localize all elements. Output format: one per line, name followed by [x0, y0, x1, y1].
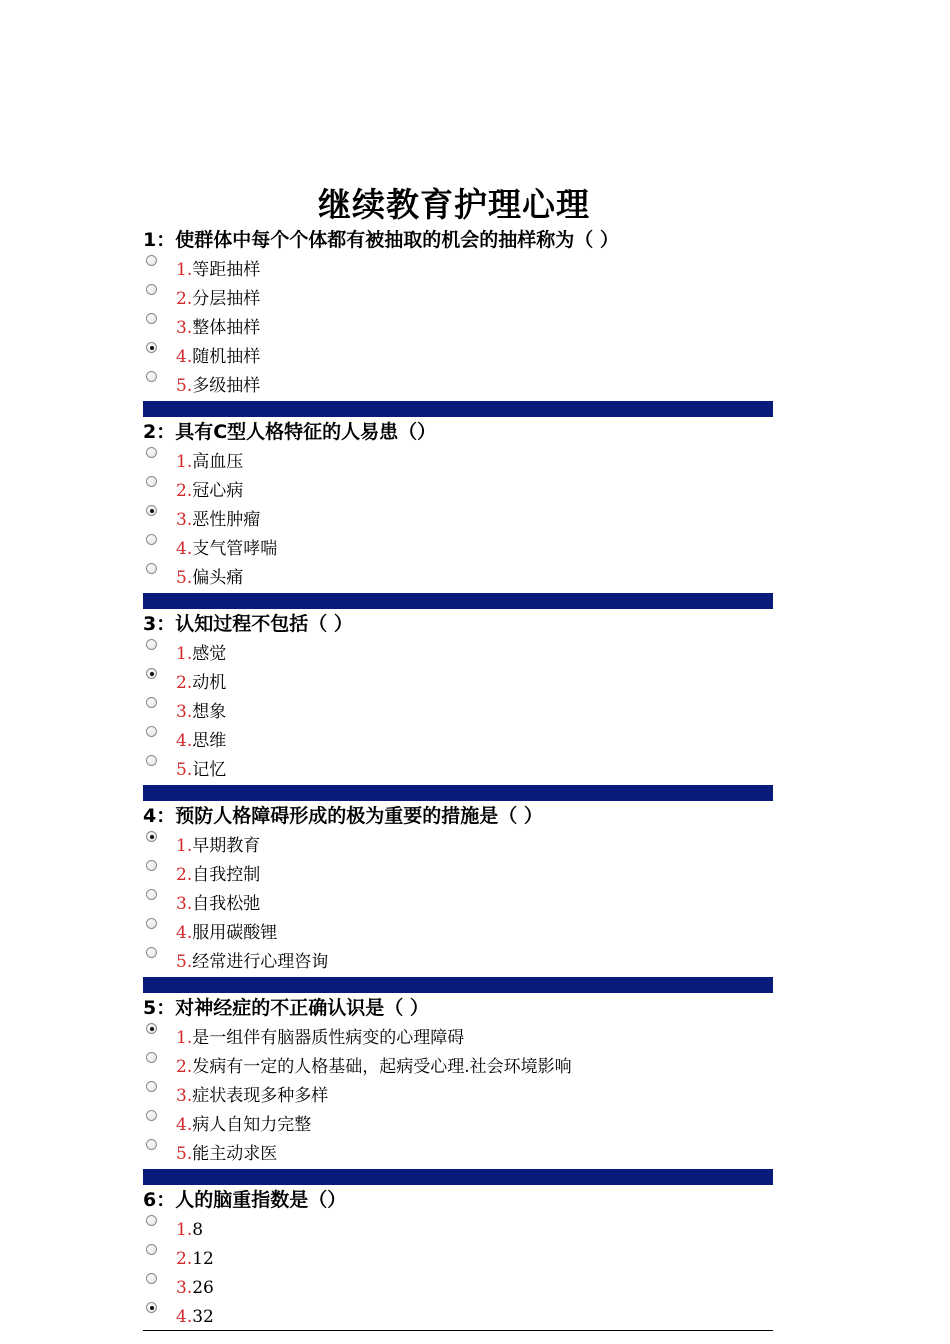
answer-option[interactable] [143, 1272, 773, 1301]
option-label [176, 1245, 214, 1274]
option-number: 5. [176, 1144, 193, 1164]
question-block [143, 1186, 773, 1330]
answer-option[interactable] [143, 254, 773, 283]
question-block [143, 226, 773, 399]
question-text [143, 226, 773, 254]
answer-option[interactable] [143, 533, 773, 562]
option-text: 发病有一定的人格基础，起病受心理.社会环境影响 [192, 1057, 572, 1077]
answer-option[interactable] [143, 370, 773, 399]
option-label [176, 698, 226, 727]
answer-option[interactable] [143, 725, 773, 754]
option-label [176, 1216, 203, 1245]
option-label [176, 640, 226, 669]
answer-option[interactable] [143, 830, 773, 859]
answer-option[interactable] [143, 562, 773, 591]
answer-option[interactable] [143, 859, 773, 888]
option-label [176, 1082, 328, 1111]
option-number: 2. [176, 865, 193, 885]
option-text: 病人自知力完整 [192, 1115, 312, 1135]
option-text: 是一组伴有脑器质性病变的心理障碍 [192, 1028, 465, 1048]
option-text: 高血压 [192, 452, 244, 472]
radio-unchecked-icon[interactable] [146, 1273, 157, 1284]
answer-option[interactable] [143, 754, 773, 783]
page-title: 继续教育护理心理 [318, 185, 590, 224]
option-number: 5. [176, 568, 193, 588]
question-list [143, 226, 773, 1331]
option-label [176, 506, 260, 535]
option-label [176, 1140, 277, 1169]
radio-unchecked-icon[interactable] [146, 1215, 157, 1226]
option-label [176, 1024, 464, 1053]
answer-option[interactable] [143, 1109, 773, 1138]
option-text: 等距抽样 [192, 260, 261, 280]
option-label [176, 343, 260, 372]
option-text: 经常进行心理咨询 [192, 952, 329, 972]
option-number: 5. [176, 376, 193, 396]
option-number: 4. [176, 731, 193, 751]
radio-checked-icon[interactable] [146, 831, 157, 842]
answer-option[interactable] [143, 283, 773, 312]
option-number: 3. [176, 1278, 193, 1298]
radio-unchecked-icon[interactable] [146, 1052, 157, 1063]
answer-option[interactable] [143, 504, 773, 533]
answer-option[interactable] [143, 1022, 773, 1051]
question-number: 2： [143, 421, 176, 443]
option-text: 自我控制 [192, 865, 261, 885]
radio-checked-icon[interactable] [146, 668, 157, 679]
question-text [143, 610, 773, 638]
option-number: 1. [176, 644, 193, 664]
answer-option[interactable] [143, 638, 773, 667]
option-text: 记忆 [192, 760, 227, 780]
radio-unchecked-icon[interactable] [146, 313, 157, 324]
option-text: 感觉 [192, 644, 227, 664]
radio-unchecked-icon[interactable] [146, 1139, 157, 1150]
radio-unchecked-icon[interactable] [146, 371, 157, 382]
option-label [176, 1303, 214, 1332]
option-number: 1. [176, 1220, 193, 1240]
answer-option[interactable] [143, 1051, 773, 1080]
answer-option[interactable] [143, 917, 773, 946]
option-label [176, 948, 328, 977]
radio-unchecked-icon[interactable] [146, 726, 157, 737]
option-label [176, 256, 260, 285]
answer-option[interactable] [143, 888, 773, 917]
option-number: 2. [176, 481, 193, 501]
option-text: 多级抽样 [192, 376, 261, 396]
option-text: 32 [192, 1307, 214, 1327]
end-rule [143, 1330, 773, 1331]
question-prompt: 认知过程不包括（ ） [175, 613, 353, 635]
option-number: 5. [176, 760, 193, 780]
option-text: 12 [192, 1249, 214, 1269]
radio-unchecked-icon[interactable] [146, 534, 157, 545]
question-block [143, 418, 773, 591]
option-number: 3. [176, 1086, 193, 1106]
option-number: 2. [176, 289, 193, 309]
radio-unchecked-icon[interactable] [146, 755, 157, 766]
question-separator-bar [143, 977, 773, 993]
option-label [176, 372, 260, 401]
question-separator-bar [143, 401, 773, 417]
option-number: 4. [176, 923, 193, 943]
answer-option[interactable] [143, 667, 773, 696]
option-text: 分层抽样 [192, 289, 261, 309]
option-label [176, 1111, 311, 1140]
answer-option[interactable] [143, 446, 773, 475]
question-separator-bar [143, 1169, 773, 1185]
option-label [176, 448, 243, 477]
option-text: 冠心病 [192, 481, 244, 501]
question-text [143, 1186, 773, 1214]
answer-option[interactable] [143, 1214, 773, 1243]
option-number: 2. [176, 1057, 193, 1077]
option-text: 自我松弛 [192, 894, 261, 914]
option-text: 8 [192, 1220, 204, 1240]
radio-unchecked-icon[interactable] [146, 1244, 157, 1255]
option-number: 3. [176, 318, 193, 338]
radio-unchecked-icon[interactable] [146, 1110, 157, 1121]
radio-unchecked-icon[interactable] [146, 255, 157, 266]
option-label [176, 535, 277, 564]
option-label [176, 285, 260, 314]
radio-unchecked-icon[interactable] [146, 284, 157, 295]
answer-option[interactable] [143, 946, 773, 975]
question-prompt: 使群体中每个个体都有被抽取的机会的抽样称为（ ） [175, 229, 619, 251]
option-number: 2. [176, 673, 193, 693]
option-text: 思维 [192, 731, 227, 751]
question-text [143, 994, 773, 1022]
option-label [176, 669, 226, 698]
option-number: 1. [176, 836, 193, 856]
option-number: 1. [176, 260, 193, 280]
radio-unchecked-icon[interactable] [146, 947, 157, 958]
question-prompt: 对神经症的不正确认识是（ ） [175, 997, 429, 1019]
option-number: 1. [176, 1028, 193, 1048]
option-label [176, 756, 226, 785]
option-text: 想象 [192, 702, 227, 722]
option-number: 4. [176, 347, 193, 367]
option-number: 3. [176, 510, 193, 530]
answer-option[interactable] [143, 341, 773, 370]
option-text: 服用碳酸锂 [192, 923, 278, 943]
option-label [176, 1053, 572, 1082]
question-prompt: 具有C型人格特征的人易患（） [175, 421, 437, 443]
radio-unchecked-icon[interactable] [146, 563, 157, 574]
option-label [176, 727, 226, 756]
option-label [176, 564, 243, 593]
option-text: 能主动求医 [192, 1144, 278, 1164]
option-label [176, 314, 260, 343]
option-text: 恶性肿瘤 [192, 510, 261, 530]
option-text: 支气管哮喘 [192, 539, 278, 559]
radio-checked-icon[interactable] [146, 1302, 157, 1313]
option-text: 随机抽样 [192, 347, 261, 367]
option-label [176, 861, 260, 890]
radio-checked-icon[interactable] [146, 342, 157, 353]
answer-option[interactable] [143, 696, 773, 725]
radio-checked-icon[interactable] [146, 505, 157, 516]
option-label [176, 1274, 214, 1303]
radio-unchecked-icon[interactable] [146, 697, 157, 708]
option-number: 3. [176, 894, 193, 914]
answer-option[interactable] [143, 1080, 773, 1109]
option-text: 症状表现多种多样 [192, 1086, 329, 1106]
document [143, 184, 773, 1331]
question-text [143, 802, 773, 830]
question-prompt: 人的脑重指数是（） [175, 1189, 347, 1211]
radio-checked-icon[interactable] [146, 1023, 157, 1034]
option-number: 2. [176, 1249, 193, 1269]
question-block [143, 610, 773, 783]
radio-unchecked-icon[interactable] [146, 1081, 157, 1092]
option-number: 4. [176, 1307, 193, 1327]
question-block [143, 994, 773, 1167]
option-label [176, 919, 277, 948]
answer-option[interactable] [143, 1243, 773, 1272]
question-text [143, 418, 773, 446]
option-number: 3. [176, 702, 193, 722]
question-number: 5： [143, 997, 176, 1019]
question-prompt: 预防人格障碍形成的极为重要的措施是（ ） [175, 805, 543, 827]
question-separator-bar [143, 593, 773, 609]
option-number: 5. [176, 952, 193, 972]
radio-unchecked-icon[interactable] [146, 639, 157, 650]
option-number: 4. [176, 1115, 193, 1135]
option-text: 动机 [192, 673, 227, 693]
option-text: 整体抽样 [192, 318, 261, 338]
question-number: 3： [143, 613, 176, 635]
radio-unchecked-icon[interactable] [146, 860, 157, 871]
option-label [176, 890, 260, 919]
option-text: 26 [192, 1278, 214, 1298]
option-text: 偏头痛 [192, 568, 244, 588]
radio-unchecked-icon[interactable] [146, 447, 157, 458]
option-number: 4. [176, 539, 193, 559]
answer-option[interactable] [143, 475, 773, 504]
radio-unchecked-icon[interactable] [146, 476, 157, 487]
radio-unchecked-icon[interactable] [146, 889, 157, 900]
question-block [143, 802, 773, 975]
answer-option[interactable] [143, 1301, 773, 1330]
question-number: 4： [143, 805, 176, 827]
option-label [176, 477, 243, 506]
question-number: 1： [143, 229, 176, 251]
option-number: 1. [176, 452, 193, 472]
radio-unchecked-icon[interactable] [146, 918, 157, 929]
question-number: 6： [143, 1189, 176, 1211]
option-label [176, 832, 260, 861]
question-separator-bar [143, 785, 773, 801]
answer-option[interactable] [143, 312, 773, 341]
answer-option[interactable] [143, 1138, 773, 1167]
option-text: 早期教育 [192, 836, 261, 856]
